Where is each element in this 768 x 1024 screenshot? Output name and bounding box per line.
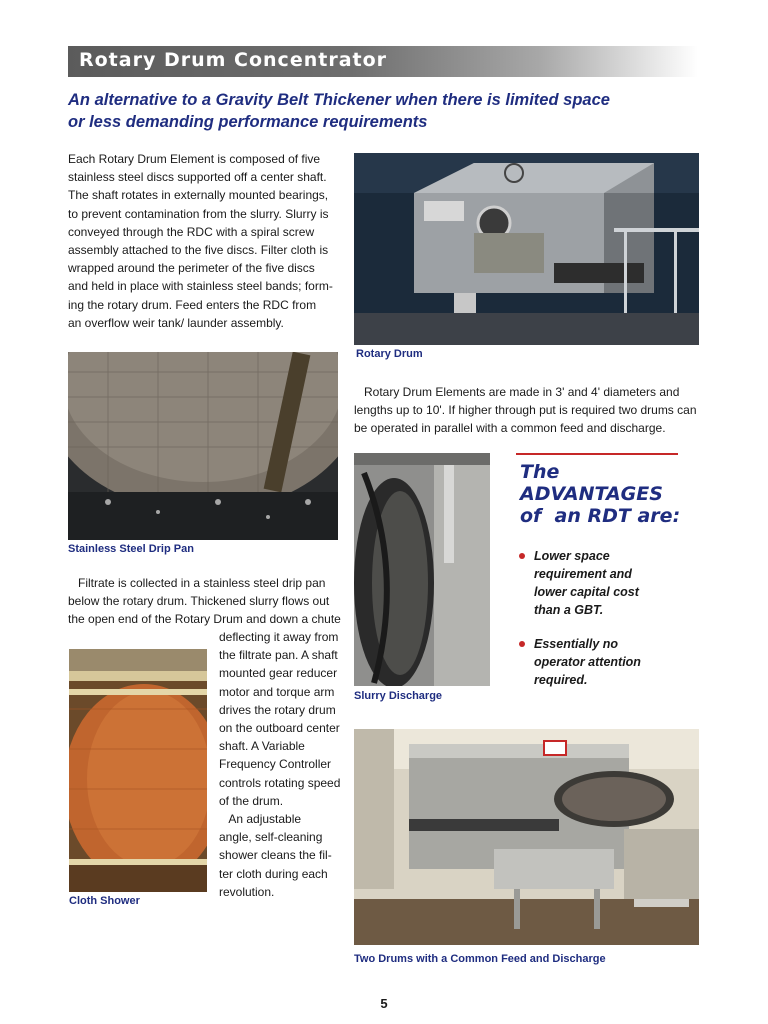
text-line: stainless steel discs supported off a center shaft. [68,170,327,185]
text-line: motor and torque arm [219,684,335,699]
advantages-list [518,547,688,705]
caption-rotary-drum: Rotary Drum [356,348,423,360]
text-line: lengths up to 10'. If higher through put is required two drums can [354,403,697,418]
text-line: ter cloth during each [219,866,328,881]
text-line: on the outboard center [219,721,340,736]
advantage-item [518,547,688,619]
advantage-text: Essentially no [534,637,619,651]
rotary-drum-photo [354,153,699,345]
text-line: an overflow weir tank/ launder assembly. [68,315,284,330]
advantage-item [518,635,688,689]
subtitle-line-1: An alternative to a Gravity Belt Thickener when there is limited space [68,91,610,109]
text-line: of the drum. [219,793,284,808]
bullet-icon [519,553,525,559]
page-title: Rotary Drum Concentrator [79,49,388,71]
advantage-text: Lower space [534,549,610,563]
caption-slurry-discharge: Slurry Discharge [354,690,443,702]
text-line: assembly attached to the five discs. Filter cloth is [68,243,329,258]
bullet-icon [519,641,525,647]
text-line: shower cleans the fil- [219,848,332,863]
advantages-heading-line-3: of an RDT are: [520,505,681,527]
text-line: The shaft rotates in externally mounted bearings, [68,188,329,203]
text-line: shaft. A Variable [219,739,305,754]
cloth-shower-photo [69,649,207,892]
text-line: be operated in parallel with a common feed and discharge. [354,421,666,436]
filtrate-paragraph [68,574,358,629]
advantages-heading [520,461,680,527]
text-line: to prevent contamination from the slurry. Slurry is [68,206,329,221]
two-drums-photo [354,729,699,945]
elements-paragraph [354,383,704,438]
text-line: Frequency Controller [219,757,332,772]
subtitle-line-2: or less demanding performance requirements [68,113,428,131]
text-line: Filtrate is collected in a stainless steel drip pan [68,576,326,590]
drip-pan-photo [68,352,338,540]
text-line: An adjustable [219,812,302,827]
advantages-heading-line-1: The [520,461,560,483]
text-line: and held in place with stainless steel bands; form- [68,279,333,294]
text-line: ing the rotary drum. Feed enters the RDC from [68,297,317,312]
text-line: the open end of the Rotary Drum and down a chute [68,612,341,627]
text-line: Each Rotary Drum Element is composed of five [68,152,321,166]
text-line: wrapped around the perimeter of the five discs [68,261,315,276]
advantage-text: lower capital cost [534,585,639,599]
text-line: controls rotating speed [219,775,341,790]
text-line: drives the rotary drum [219,702,336,717]
advantages-heading-line-2: ADVANTAGES [520,483,663,505]
text-line: deflecting it away from [219,630,339,644]
text-line: conveyed through the RDC with a spiral screw [68,224,315,239]
text-line: the filtrate pan. A shaft [219,648,338,663]
caption-cloth-shower: Cloth Shower [69,895,140,907]
text-line: revolution. [219,884,275,899]
title-bar [68,46,698,77]
advantage-text: required. [534,673,588,687]
advantage-text: requirement and [534,567,632,581]
filtrate-paragraph-continued [219,628,354,901]
text-line: Rotary Drum Elements are made in 3' and 4' diameters and [354,385,680,399]
text-line: mounted gear reducer [219,666,338,681]
advantage-text: than a GBT. [534,603,604,617]
caption-drip-pan: Stainless Steel Drip Pan [68,543,194,555]
advantage-text: operator attention [534,655,641,669]
caption-two-drums: Two Drums with a Common Feed and Discharge [354,953,606,965]
page-number: 5 [380,996,388,1011]
advantages-rule [516,453,678,455]
text-line: angle, self-cleaning [219,830,323,845]
slurry-discharge-photo [354,453,490,686]
text-line: below the rotary drum. Thickened slurry flows out [68,594,330,609]
subtitle [68,89,688,133]
intro-paragraph [68,150,343,332]
